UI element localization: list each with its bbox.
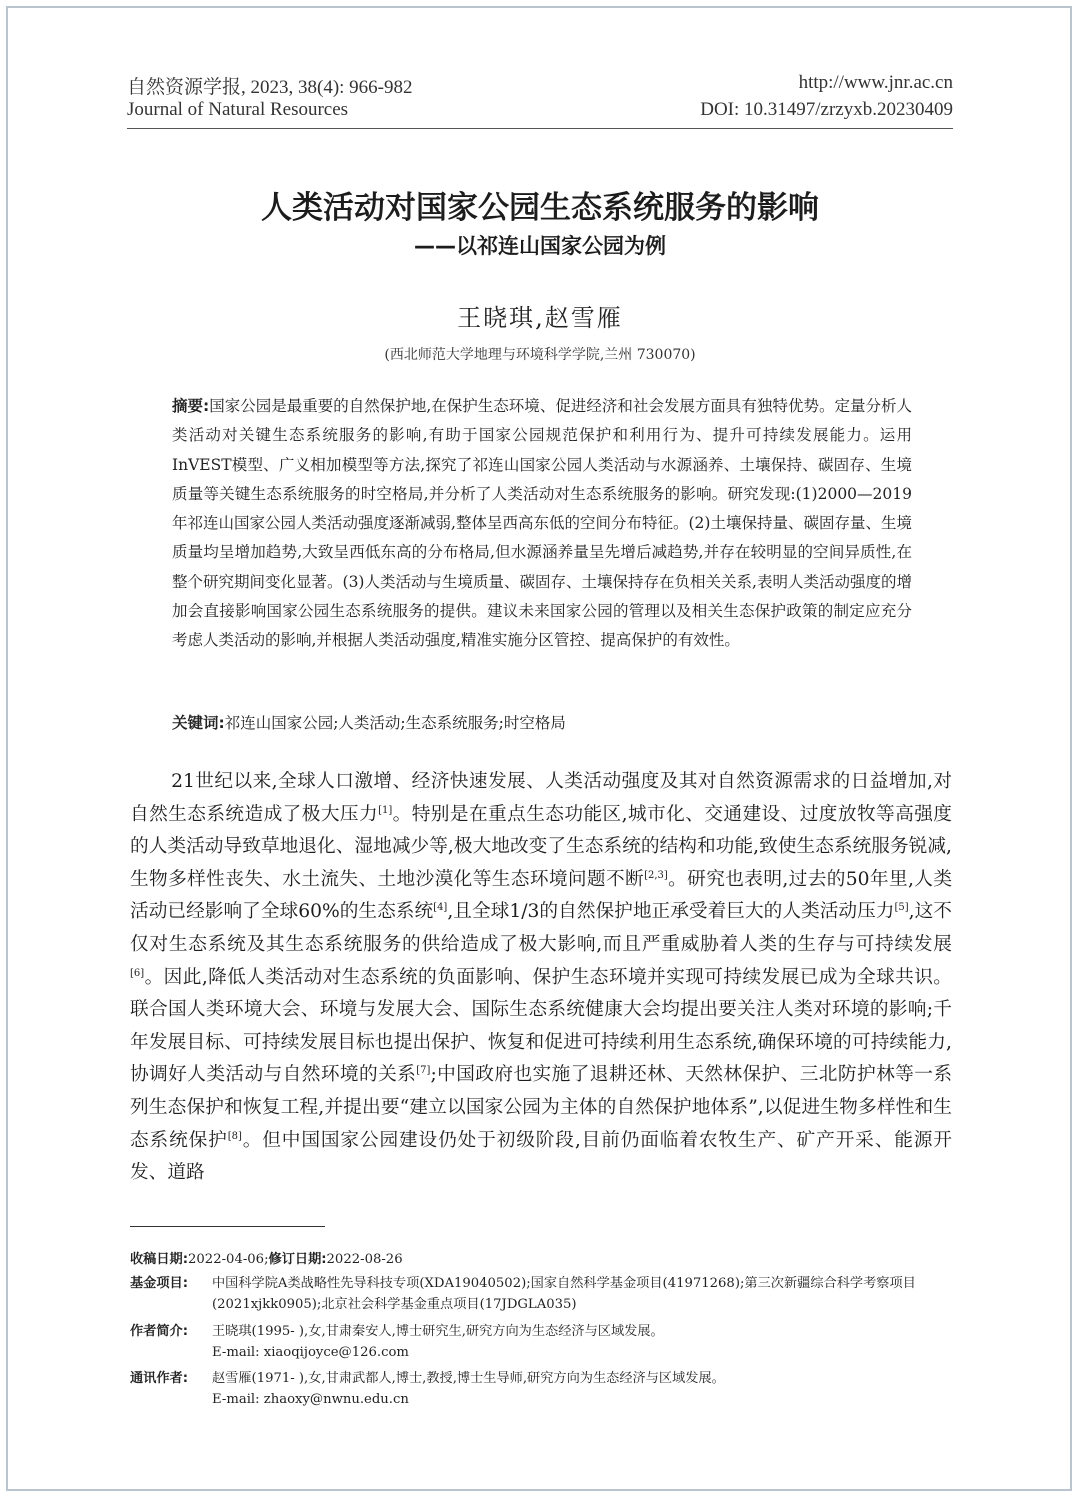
article-title: 人类活动对国家公园生态系统服务的影响 [261,190,819,226]
doi-link[interactable]: DOI: 10.31497/zrzyxb.20230409 [700,99,953,120]
received-date: 2022-04-06; [188,1252,269,1267]
body-text: 。特别是在重点生态功能区,城市化、交通建设、过度放牧等高强度的人类活动导致草地退化、湿地减少等,极大地改变了生态系统的结构和功能,致使生态系统服务锐减,生物多样性丧失、水土流失、土地沙漠化等生态环境问题不断 [130,803,952,890]
body-paragraph [130,766,952,1190]
body-text: 。研究也表明,过去的50年里,人类活动已经影响了全球60%的生态系统 [130,868,953,923]
body-text: ,这不仅对生态系统及其生态系统服务的供给造成了极大影响,而且严重威胁着人类的生存与可持续发展 [130,901,952,955]
corresponding-label: 通讯作者: [130,1371,189,1386]
citation-ref[interactable]: [7] [416,1065,431,1077]
citation-ref[interactable]: [6] [130,967,145,979]
header-divider [127,128,953,129]
body-text: ,且全球1/3的自然保护地正承受着巨大的人类活动压力 [447,901,895,923]
keywords-label: 关键词: [172,714,225,732]
author-names: 王晓琪,赵雪雁 [457,304,623,332]
revised-date-label: 修订日期: [268,1252,327,1267]
funding-text: 中国科学院A类战略性先导科技专项(XDA19040502);国家自然科学基金项目(41971268);第三次新疆综合科学考察项目(2021xjkk0905);北京社会科学基金重点项目(17JDGLA035) [212,1276,916,1312]
abstract [172,392,912,656]
footnote-corresponding [130,1369,960,1413]
citation-ref[interactable]: [2,3] [644,869,668,881]
body-text: 。因此,降低人类活动对生态系统的负面影响、保护生态环境并实现可持续发展已成为全球共识。联合国人类环境大会、环境与发展大会、国际生态系统健康大会均提出要关注人类对环境的影响;千年发展目标、可持续发展目标也提出保护、恢复和促进可持续利用生态系统,确保环境的可持续能力,协调好人类活动与自然环境的关系 [130,966,952,1086]
footnote-funding [130,1274,960,1318]
revised-date: 2022-08-26 [326,1252,403,1267]
footnote-author-bio [130,1322,960,1366]
body-text: ;中国政府也实施了退耕还林、天然林保护、三北防护林等一系列生态保护和恢复工程,并提出要“建立以国家公园为主体的自然保护地体系”,以促进生物多样性和生态系统保护 [130,1064,953,1151]
body-text: 。但中国国家公园建设仍处于初级阶段,目前仍面临着农牧生产、矿产开采、能源开发、道路 [130,1129,952,1184]
citation-ref[interactable]: [5] [894,902,909,914]
keywords [172,709,912,737]
author-bio-label: 作者简介: [130,1324,189,1339]
author-bio-text [212,1322,960,1363]
author-email[interactable]: E-mail: xiaoqijoyce@126.com [212,1344,409,1360]
abstract-text: 国家公园是最重要的自然保护地,在保护生态环境、促进经济和社会发展方面具有独特优势。定量分析人类活动对关键生态系统服务的影响,有助于国家公园规范保护和利用行为、提升可持续发展能力。运用InVEST模型、广义相加模型等方法,探究了祁连山国家公园人类活动与水源涵养、土壤保持、碳固存、生境质量等关键生态系统服务的时空格局,并分析了人类活动对生态系统服务的影响。研究发现:(1)2000—2019年祁连山国家公园人类活动强度逐渐减弱,整体呈西高东低的空间分布特征。(2)土壤保持量、碳固存量、生境质量均呈增加趋势,大致呈西低东高的分布格局,但水源涵养量呈先增后减趋势,并存在较明显的空间异质性,在整个研究期间变化显著。(3)人类活动与生境质量、碳固存、土壤保持存在负相关关系,表明人类活动强度的增加会直接影响国家公园生态系统服务的提供。建议未来国家公园的管理以及相关生态保护政策的制定应充分考虑人类活动的影响,并根据人类活动强度,精准实施分区管控、提高保护的有效性。 [172,397,912,650]
journal-url-link[interactable]: http://www.jnr.ac.cn [798,72,953,93]
received-date-label: 收稿日期: [130,1252,189,1267]
citation-ref[interactable]: [1] [378,804,393,816]
citation-ref[interactable]: [8] [227,1130,242,1142]
author-affiliation: (西北师范大学地理与环境科学学院,兰州 730070) [384,347,696,363]
corresponding-text [212,1369,960,1410]
corresponding-desc: 赵雪雁(1971- ),女,甘肃武都人,博士,教授,博士生导师,研究方向为生态经济与区域发展。 [212,1371,725,1386]
citation-ref[interactable]: [4] [433,902,448,914]
article-subtitle: ——以祁连山国家公园为例 [414,234,666,258]
funding-label: 基金项目: [130,1276,189,1291]
footnote-dates [130,1250,960,1271]
body-text: 21世纪以来,全球人口激增、经济快速发展、人类活动强度及其对自然资源需求的日益增加,对自然生态系统造成了极大压力 [130,771,952,825]
abstract-label: 摘要: [172,397,210,415]
footnote-divider [130,1226,325,1227]
corresponding-email[interactable]: E-mail: zhaoxy@nwnu.edu.cn [212,1391,409,1407]
journal-name-en: Journal of Natural Resources [127,99,349,120]
keywords-text: 祁连山国家公园;人类活动;生态系统服务;时空格局 [224,714,566,732]
journal-citation-cn: 自然资源学报, 2023, 38(4): 966-982 [127,77,413,98]
author-bio-desc: 王晓琪(1995- ),女,甘肃秦安人,博士研究生,研究方向为生态经济与区域发展。 [212,1324,664,1339]
